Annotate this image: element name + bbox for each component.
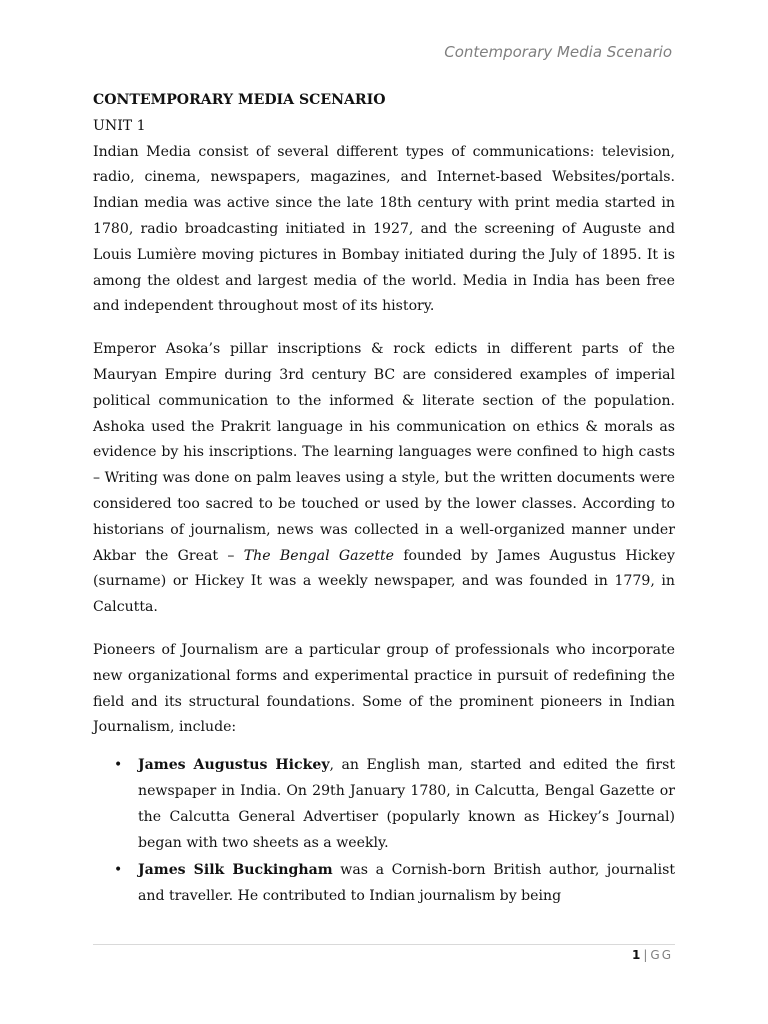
pioneer-name: James Silk Buckingham (138, 862, 333, 879)
paragraph-asoka (93, 337, 675, 621)
list-item (114, 858, 675, 910)
paragraph-asoka-text-end: founded by James Augustus Hickey (surname) or Hickey It was a weekly newspaper, and was founded in 1779, in Calcutta. (93, 547, 675, 616)
document-body (93, 88, 675, 910)
paragraph-pioneers: Pioneers of Journalism are a particular group of professionals who incorporate new organizational forms and experimental practice in pursuit of redefining the field and its structural foundations. Some of the prominent pioneers in Indian Journalism, include: (93, 641, 675, 736)
pioneer-description: , an English man, started and edited the first newspaper in India. On 29th January 1780, in Calcutta, Bengal Gazette or the Calcutta General Advertiser (popularly known as Hickey’s Journal) began with two sheets as a weekly. (138, 757, 675, 851)
pioneer-list (93, 753, 675, 910)
page-footer (632, 948, 673, 962)
list-item (114, 753, 675, 856)
document-title: CONTEMPORARY MEDIA SCENARIO (93, 92, 386, 108)
paragraph-indian-media: Indian Media consist of several different types of communications: television, radio, cinema, newspapers, magazines, and Internet-based Websites/portals. Indian media was active since the late 18th century with print media started in 1780, radio broadcasting initiated in 1927, and the screening of Auguste and Louis Lumière moving pictures in Bombay initiated during the July of 1895. It is among the oldest and largest media of the world. Media in India has been free and independent throughout most of its history. (93, 143, 675, 315)
bengal-gazette-title: The Bengal Gazette (243, 547, 395, 564)
author-initials: GG (650, 948, 673, 962)
footer-divider (93, 944, 675, 945)
paragraph-asoka-text: Emperor Asoka’s pillar inscriptions & rock edicts in different parts of the Mauryan Empire during 3rd century BC are considered examples of imperial political communication to the informed & literate section of the population. Ashoka used the Prakrit language in his communication on ethics & morals as evidence by his inscriptions. The learning languages were confined to high casts – Writing was done on palm leaves using a style, but the written documents were considered too sacred to be touched or used by the lower classes. According to historians of journalism, news was collected in a well-organized manner under Akbar the Great – (93, 341, 675, 564)
pioneer-description: was a Cornish-born British author, journalist and traveller. He contributed to Indian journalism by being (138, 862, 675, 905)
page-number: 1 (631, 948, 641, 962)
bullet-icon: • (114, 757, 123, 774)
footer-separator: | (643, 948, 648, 962)
bullet-icon: • (114, 862, 123, 879)
running-header: Contemporary Media Scenario (444, 43, 672, 61)
unit-label: UNIT 1 (93, 117, 146, 134)
pioneer-name: James Augustus Hickey (138, 757, 330, 774)
